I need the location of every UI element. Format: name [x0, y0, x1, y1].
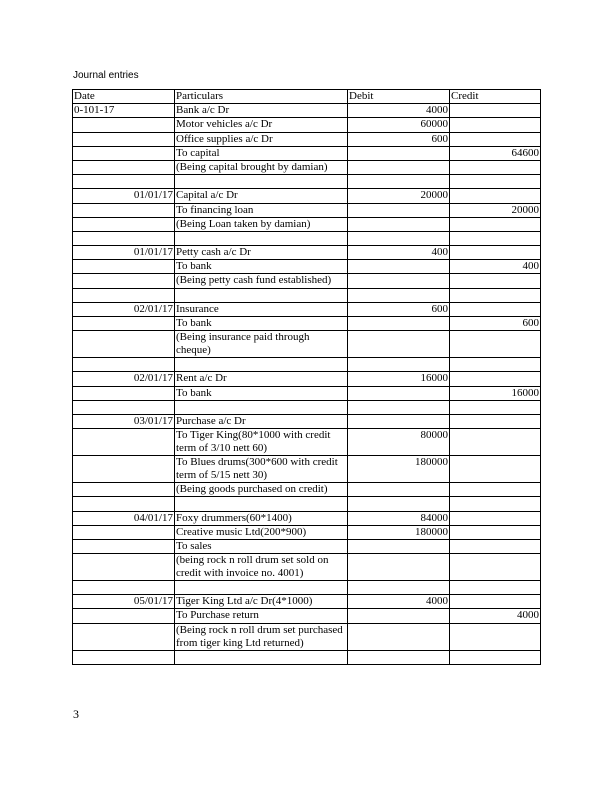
credit-cell	[450, 189, 541, 203]
header-particulars: Particulars	[175, 90, 348, 104]
debit-cell: 60000	[348, 118, 450, 132]
credit-cell	[450, 511, 541, 525]
credit-cell	[450, 581, 541, 595]
table-row	[73, 539, 541, 553]
table-row	[73, 414, 541, 428]
particulars-cell: Office supplies a/c Dr	[175, 132, 348, 146]
credit-cell: 20000	[450, 203, 541, 217]
date-cell	[73, 609, 175, 623]
table-row	[73, 554, 541, 581]
particulars-cell	[175, 581, 348, 595]
date-cell: 0-101-17	[73, 104, 175, 118]
particulars-cell: To Tiger King(80*1000 with credit term of 3/10 nett 60)	[175, 429, 348, 456]
debit-cell	[348, 175, 450, 189]
particulars-cell: Creative music Ltd(200*900)	[175, 525, 348, 539]
particulars-cell: Insurance	[175, 302, 348, 316]
particulars-cell: To bank	[175, 386, 348, 400]
date-cell: 02/01/17	[73, 302, 175, 316]
table-row	[73, 429, 541, 456]
date-cell	[73, 146, 175, 160]
header-date: Date	[73, 90, 175, 104]
table-row	[73, 511, 541, 525]
table-row	[73, 274, 541, 288]
credit-cell	[450, 288, 541, 302]
date-cell	[73, 539, 175, 553]
credit-cell	[450, 400, 541, 414]
table-row	[73, 118, 541, 132]
document-heading: Journal entries	[73, 70, 139, 81]
credit-cell	[450, 429, 541, 456]
debit-cell	[348, 203, 450, 217]
page-number: 3	[73, 707, 79, 721]
table-row	[73, 132, 541, 146]
particulars-cell: (Being rock n roll drum set purchased from tiger king Ltd returned)	[175, 623, 348, 650]
credit-cell	[450, 118, 541, 132]
credit-cell	[450, 595, 541, 609]
debit-cell: 600	[348, 302, 450, 316]
particulars-cell: Motor vehicles a/c Dr	[175, 118, 348, 132]
debit-cell	[348, 483, 450, 497]
table-row	[73, 217, 541, 231]
particulars-cell: (Being petty cash fund established)	[175, 274, 348, 288]
date-cell	[73, 525, 175, 539]
table-row	[73, 288, 541, 302]
credit-cell: 4000	[450, 609, 541, 623]
debit-cell	[348, 274, 450, 288]
table-row	[73, 595, 541, 609]
particulars-cell	[175, 288, 348, 302]
debit-cell	[348, 331, 450, 358]
debit-cell	[348, 400, 450, 414]
date-cell: 04/01/17	[73, 511, 175, 525]
date-cell	[73, 175, 175, 189]
date-cell: 01/01/17	[73, 189, 175, 203]
debit-cell: 180000	[348, 525, 450, 539]
particulars-cell: Petty cash a/c Dr	[175, 246, 348, 260]
table-row	[73, 456, 541, 483]
debit-cell	[348, 217, 450, 231]
debit-cell	[348, 539, 450, 553]
particulars-cell: To sales	[175, 539, 348, 553]
credit-cell	[450, 302, 541, 316]
table-row	[73, 189, 541, 203]
particulars-cell: (Being insurance paid through cheque)	[175, 331, 348, 358]
date-cell	[73, 331, 175, 358]
credit-cell	[450, 650, 541, 664]
particulars-cell: To Purchase return	[175, 609, 348, 623]
date-cell: 02/01/17	[73, 372, 175, 386]
particulars-cell: Tiger King Ltd a/c Dr(4*1000)	[175, 595, 348, 609]
date-cell	[73, 203, 175, 217]
date-cell	[73, 650, 175, 664]
credit-cell: 400	[450, 260, 541, 274]
table-row	[73, 650, 541, 664]
table-row	[73, 146, 541, 160]
credit-cell	[450, 623, 541, 650]
date-cell	[73, 288, 175, 302]
debit-cell	[348, 623, 450, 650]
table-row	[73, 623, 541, 650]
credit-cell	[450, 525, 541, 539]
date-cell	[73, 554, 175, 581]
journal-body	[73, 104, 541, 665]
table-row	[73, 203, 541, 217]
credit-cell	[450, 132, 541, 146]
table-row	[73, 609, 541, 623]
particulars-cell	[175, 231, 348, 245]
debit-cell	[348, 581, 450, 595]
debit-cell	[348, 260, 450, 274]
debit-cell	[348, 650, 450, 664]
debit-cell	[348, 554, 450, 581]
debit-cell: 16000	[348, 372, 450, 386]
particulars-cell: (Being goods purchased on credit)	[175, 483, 348, 497]
date-cell	[73, 118, 175, 132]
date-cell	[73, 386, 175, 400]
table-row	[73, 331, 541, 358]
credit-cell	[450, 274, 541, 288]
particulars-cell: Rent a/c Dr	[175, 372, 348, 386]
debit-cell: 400	[348, 246, 450, 260]
credit-cell	[450, 414, 541, 428]
particulars-cell: To bank	[175, 317, 348, 331]
date-cell	[73, 217, 175, 231]
particulars-cell: (being rock n roll drum set sold on credit with invoice no. 4001)	[175, 554, 348, 581]
date-cell	[73, 483, 175, 497]
date-cell	[73, 497, 175, 511]
date-cell: 05/01/17	[73, 595, 175, 609]
particulars-cell	[175, 358, 348, 372]
debit-cell: 600	[348, 132, 450, 146]
credit-cell	[450, 372, 541, 386]
debit-cell	[348, 146, 450, 160]
particulars-cell: To financing loan	[175, 203, 348, 217]
table-row	[73, 358, 541, 372]
debit-cell: 180000	[348, 456, 450, 483]
header-credit: Credit	[450, 90, 541, 104]
table-row	[73, 104, 541, 118]
particulars-cell	[175, 175, 348, 189]
date-cell: 01/01/17	[73, 246, 175, 260]
particulars-cell: To capital	[175, 146, 348, 160]
credit-cell: 16000	[450, 386, 541, 400]
debit-cell	[348, 160, 450, 174]
header-debit: Debit	[348, 90, 450, 104]
particulars-cell: Purchase a/c Dr	[175, 414, 348, 428]
table-row	[73, 317, 541, 331]
credit-cell	[450, 104, 541, 118]
debit-cell	[348, 231, 450, 245]
particulars-cell: (Being Loan taken by damian)	[175, 217, 348, 231]
date-cell	[73, 260, 175, 274]
particulars-cell: To bank	[175, 260, 348, 274]
particulars-cell	[175, 400, 348, 414]
credit-cell	[450, 358, 541, 372]
table-row	[73, 160, 541, 174]
credit-cell	[450, 456, 541, 483]
date-cell	[73, 581, 175, 595]
debit-cell: 4000	[348, 104, 450, 118]
credit-cell	[450, 483, 541, 497]
date-cell	[73, 160, 175, 174]
debit-cell	[348, 497, 450, 511]
particulars-cell: Capital a/c Dr	[175, 189, 348, 203]
table-row	[73, 581, 541, 595]
credit-cell	[450, 175, 541, 189]
table-row	[73, 175, 541, 189]
table-row	[73, 386, 541, 400]
credit-cell	[450, 231, 541, 245]
table-row	[73, 302, 541, 316]
credit-cell	[450, 246, 541, 260]
particulars-cell: To Blues drums(300*600 with credit term of 5/15 nett 30)	[175, 456, 348, 483]
debit-cell	[348, 288, 450, 302]
date-cell	[73, 623, 175, 650]
debit-cell	[348, 317, 450, 331]
table-row	[73, 246, 541, 260]
credit-cell	[450, 539, 541, 553]
date-cell	[73, 456, 175, 483]
table-row	[73, 497, 541, 511]
date-cell	[73, 400, 175, 414]
debit-cell: 20000	[348, 189, 450, 203]
debit-cell: 4000	[348, 595, 450, 609]
table-row	[73, 231, 541, 245]
table-row	[73, 372, 541, 386]
debit-cell: 80000	[348, 429, 450, 456]
particulars-cell: Bank a/c Dr	[175, 104, 348, 118]
credit-cell: 600	[450, 317, 541, 331]
date-cell: 03/01/17	[73, 414, 175, 428]
table-row	[73, 260, 541, 274]
table-row	[73, 400, 541, 414]
particulars-cell	[175, 650, 348, 664]
date-cell	[73, 358, 175, 372]
journal-table	[72, 89, 541, 665]
debit-cell	[348, 386, 450, 400]
date-cell	[73, 231, 175, 245]
debit-cell	[348, 414, 450, 428]
particulars-cell: Foxy drummers(60*1400)	[175, 511, 348, 525]
particulars-cell: (Being capital brought by damian)	[175, 160, 348, 174]
table-row	[73, 483, 541, 497]
date-cell	[73, 429, 175, 456]
credit-cell	[450, 160, 541, 174]
credit-cell	[450, 217, 541, 231]
particulars-cell	[175, 497, 348, 511]
credit-cell	[450, 331, 541, 358]
debit-cell	[348, 609, 450, 623]
credit-cell	[450, 554, 541, 581]
credit-cell: 64600	[450, 146, 541, 160]
date-cell	[73, 274, 175, 288]
date-cell	[73, 132, 175, 146]
debit-cell: 84000	[348, 511, 450, 525]
journal-header-row	[73, 90, 541, 104]
debit-cell	[348, 358, 450, 372]
credit-cell	[450, 497, 541, 511]
date-cell	[73, 317, 175, 331]
table-row	[73, 525, 541, 539]
